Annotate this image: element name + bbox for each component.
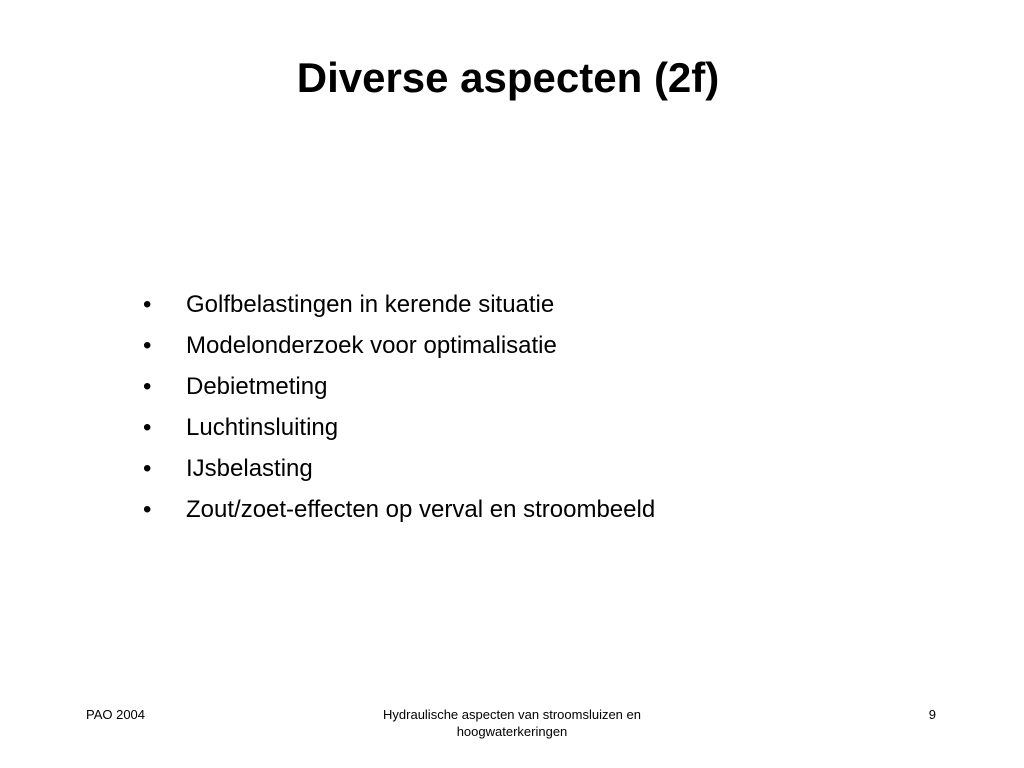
bullet-dot-icon: • [143, 291, 152, 318]
footer-center-line-2: hoogwaterkeringen [456, 724, 568, 739]
footer-center-line-1: Hydraulische aspecten van stroomsluizen en [383, 707, 641, 722]
bullet-text: Zout/zoet-effecten op verval en stroombeeld [186, 496, 656, 523]
bullet-item [143, 489, 655, 530]
footer-center-label [352, 706, 672, 740]
bullet-item [143, 407, 655, 448]
bullet-text: Golfbelastingen in kerende situatie [186, 291, 555, 318]
bullet-text: Luchtinsluiting [186, 414, 339, 441]
bullet-item [143, 284, 655, 325]
bullet-list [143, 284, 655, 530]
bullet-dot-icon: • [143, 332, 152, 359]
bullet-dot-icon: • [143, 414, 152, 441]
page-number: 9 [928, 707, 936, 722]
bullet-dot-icon: • [143, 373, 152, 400]
bullet-item [143, 325, 655, 366]
footer-left-label: PAO 2004 [86, 707, 146, 722]
bullet-text: IJsbelasting [186, 455, 313, 482]
bullet-item [143, 448, 655, 489]
bullet-item [143, 366, 655, 407]
bullet-text: Modelonderzoek voor optimalisatie [186, 332, 557, 359]
bullet-dot-icon: • [143, 496, 152, 523]
bullet-dot-icon: • [143, 455, 152, 482]
bullet-text: Debietmeting [186, 373, 328, 400]
slide-title: Diverse aspecten (2f) [296, 54, 720, 101]
